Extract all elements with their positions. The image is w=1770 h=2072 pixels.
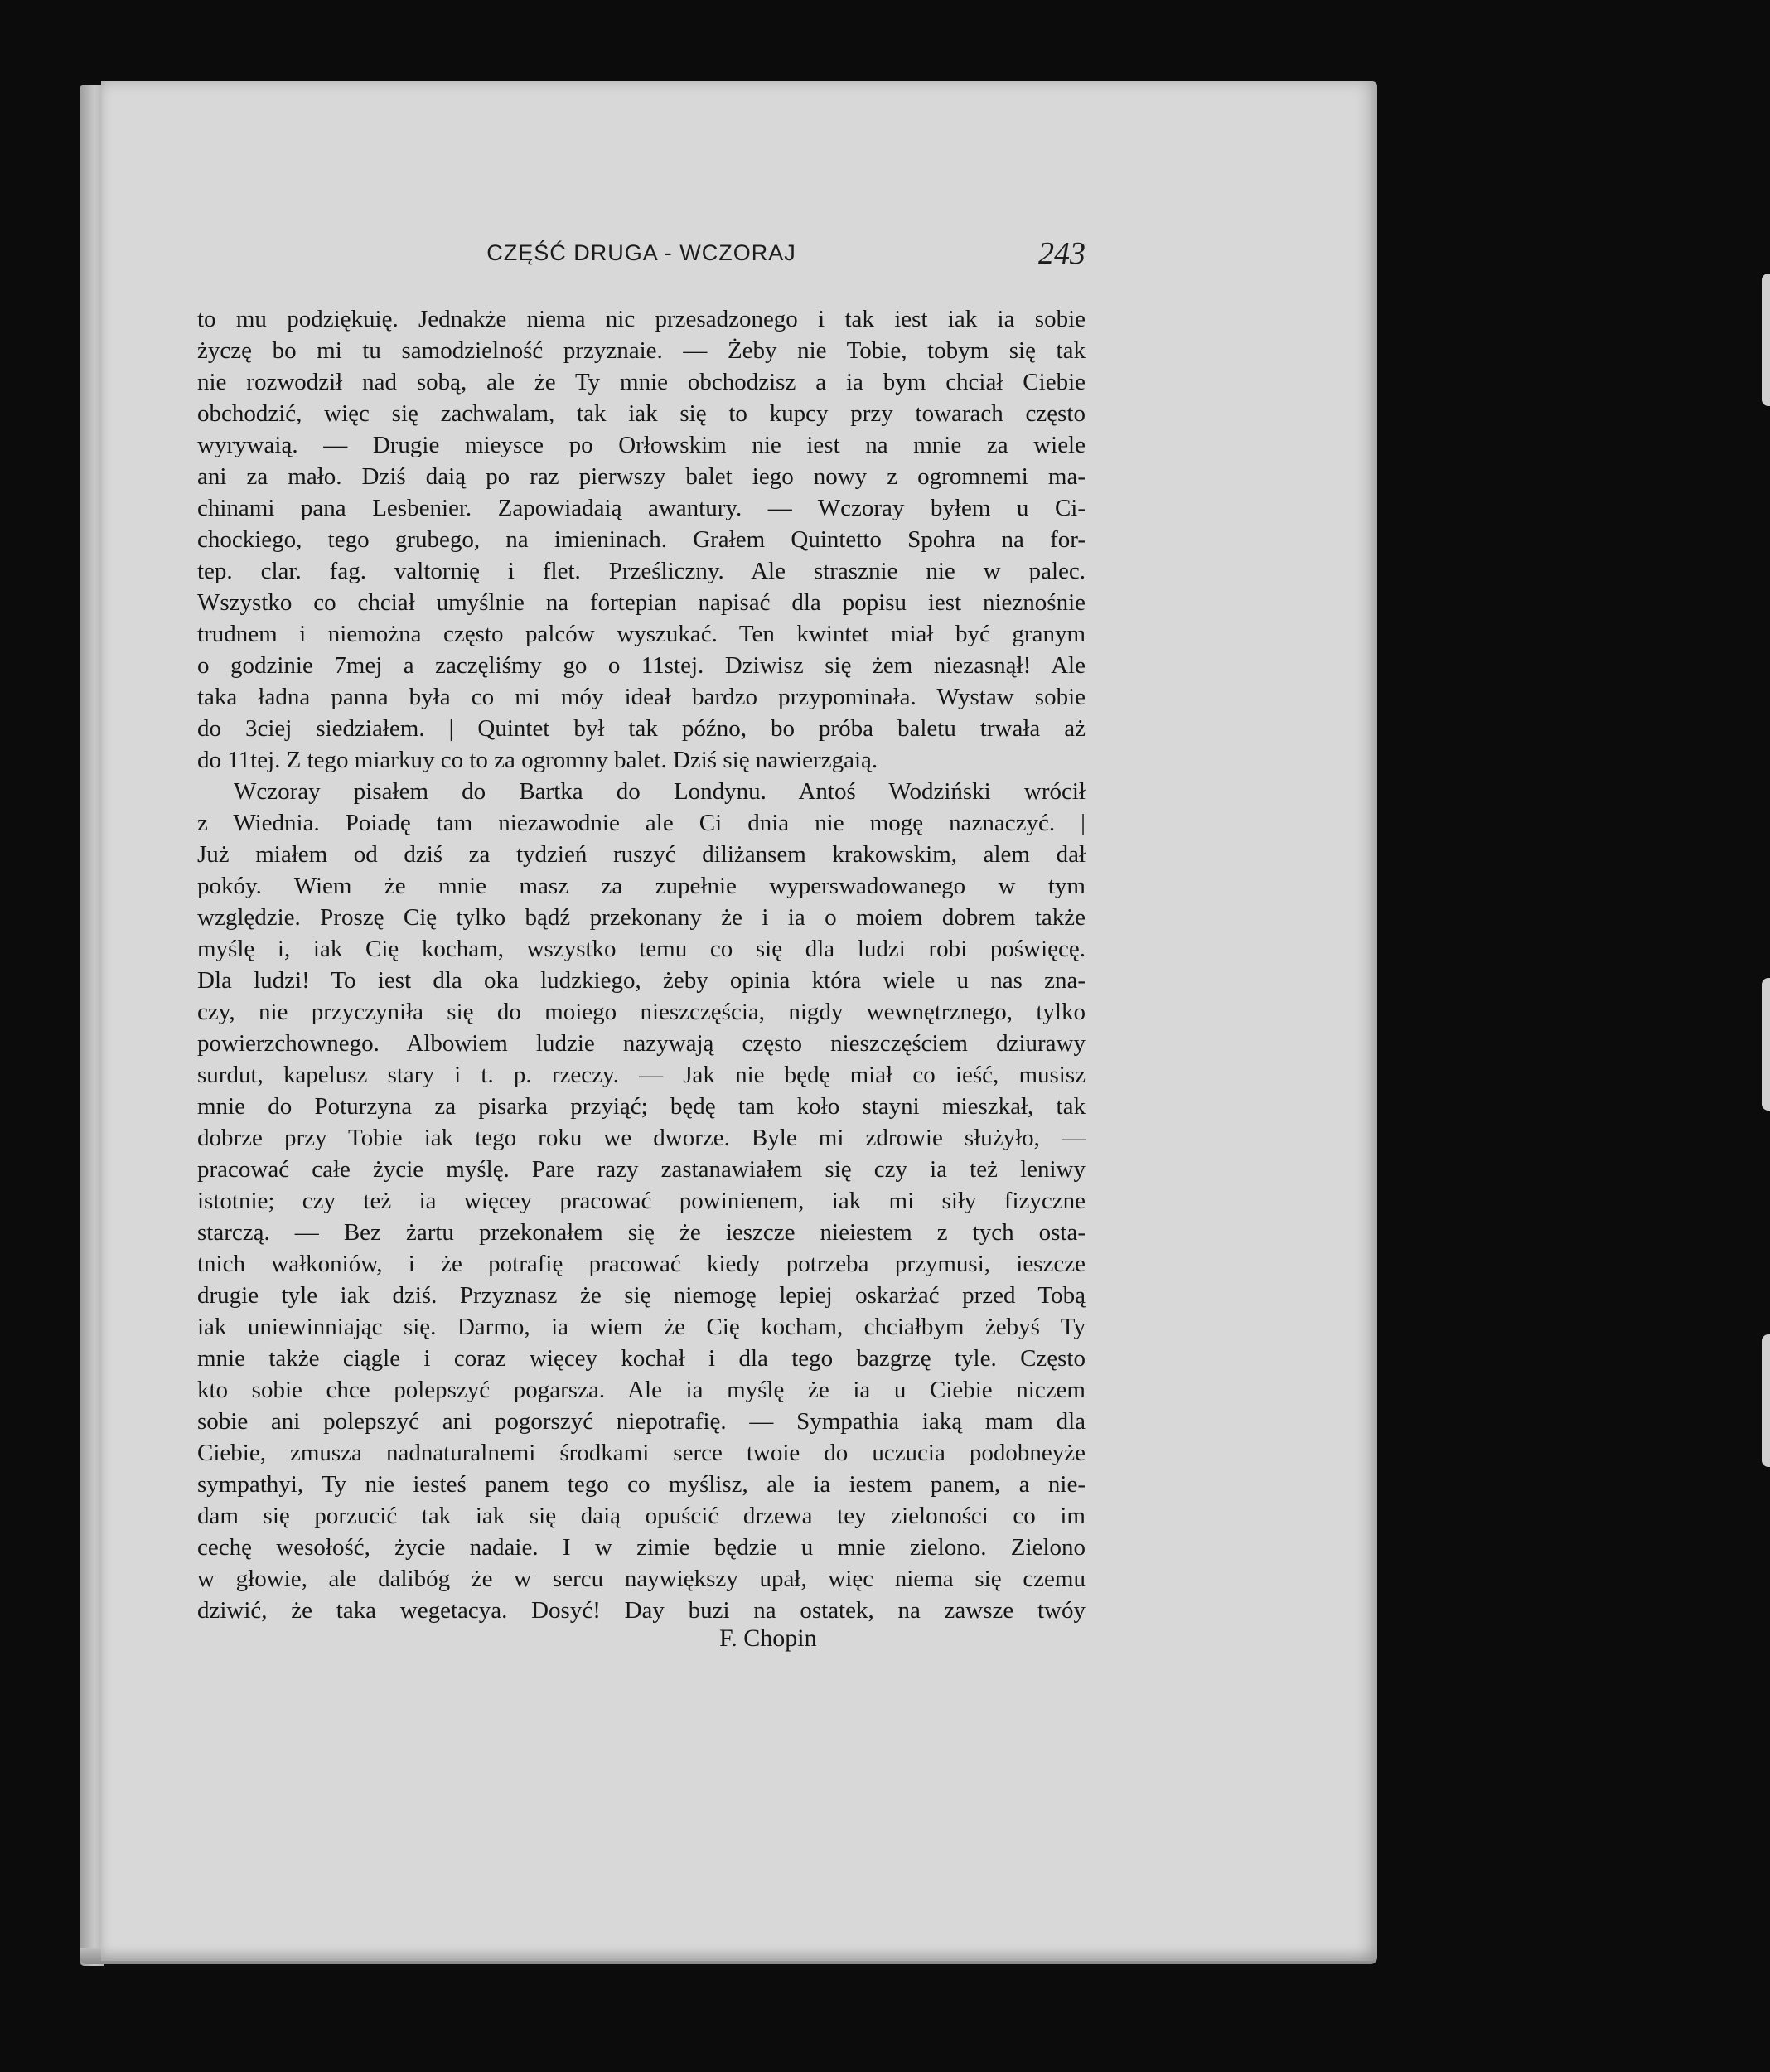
text-line: sympathyi, Ty nie iesteś panem tego co myślisz, ale ia iestem panem, a nie- bbox=[197, 1471, 1086, 1498]
text-line: pokóy. Wiem że mnie masz za zupełnie wyperswadowanego w tym bbox=[197, 873, 1086, 899]
film-edge-mark bbox=[1762, 978, 1770, 1111]
text-line: życzę bo mi tu samodzielność przyznaie. — Żeby nie Tobie, tobym się tak bbox=[197, 337, 1086, 364]
text-line: tep. clar. fag. valtornię i flet. Prześliczny. Ale strasznie nie w palec. bbox=[197, 558, 1086, 584]
text-line: względzie. Proszę Cię tylko bądź przekonany że i ia o moiem dobrem także bbox=[197, 904, 1086, 931]
text-line: cechę wesołość, życie nadaie. I w zimie będzie u mnie zielono. Zielono bbox=[197, 1534, 1086, 1561]
text-line: do 3ciej siedziałem. | Quintet był tak późno, bo próba baletu trwała aż bbox=[197, 715, 1086, 742]
text-line: iak uniewinniając się. Darmo, ia wiem że Cię kocham, chciałbym żebyś Ty bbox=[197, 1314, 1086, 1340]
body-text bbox=[197, 303, 1086, 1626]
text-line: Już miałem od dziś za tydzień ruszyć diliżansem krakowskim, alem dał bbox=[197, 841, 1086, 868]
text-line: dziwić, że taka wegetacya. Dosyć! Day buzi na ostatek, na zawsze twóy bbox=[197, 1597, 1086, 1624]
page-number: 243 bbox=[1038, 236, 1086, 271]
text-line: to mu podziękuię. Jednakże niema nic przesadzonego i tak iest iak ia sobie bbox=[197, 306, 1086, 332]
text-line: chockiego, tego grubego, na imieninach. Grałem Quintetto Spohra na for- bbox=[197, 526, 1086, 553]
text-line: Wczoray pisałem do Bartka do Londynu. Antoś Wodziński wrócił bbox=[234, 778, 1086, 805]
text-line: istotnie; czy też ia więcey pracować powinienem, iak mi siły fizyczne bbox=[197, 1188, 1086, 1214]
text-line: kto sobie chce polepszyć pogarsza. Ale ia myślę że ia u Ciebie niczem bbox=[197, 1377, 1086, 1403]
text-line: mnie do Poturzyna za pisarka przyiąć; będę tam koło stayni mieszkał, tak bbox=[197, 1093, 1086, 1120]
text-line: do 11tej. Z tego miarkuy co to za ogromny balet. Dziś się nawierzgaią. bbox=[197, 747, 878, 773]
signature: F. Chopin bbox=[719, 1624, 817, 1652]
text-line: myślę i, iak Cię kocham, wszystko temu co się dla ludzi robi poświęcę. bbox=[197, 936, 1086, 962]
text-line: nie rozwodził nad sobą, ale że Ty mnie obchodzisz a ia bym chciał Ciebie bbox=[197, 369, 1086, 395]
text-line: surdut, kapelusz stary i t. p. rzeczy. — Jak nie będę miał co ieść, musisz bbox=[197, 1062, 1086, 1088]
text-line: powierzchownego. Albowiem ludzie nazywają często nieszczęściem dziurawy bbox=[197, 1030, 1086, 1057]
text-line: tnich wałkoniów, i że potrafię pracować kiedy potrzeba przymusi, ieszcze bbox=[197, 1251, 1086, 1277]
text-line: z Wiednia. Poiadę tam niezawodnie ale Ci dnia nie mogę naznaczyć. | bbox=[197, 810, 1086, 836]
text-line: w głowie, ale dalibóg że w sercu naywiększy upał, więc niema się czemu bbox=[197, 1566, 1086, 1592]
text-line: sobie ani polepszyć ani pogorszyć niepotrafię. — Sympathia iaką mam dla bbox=[197, 1408, 1086, 1435]
text-line: ani za mało. Dziś daią po raz pierwszy balet iego nowy z ogromnemi ma- bbox=[197, 463, 1086, 490]
text-line: pracować całe życie myślę. Pare razy zastanawiałem się czy ia też leniwy bbox=[197, 1156, 1086, 1183]
text-line: mnie także ciągle i coraz więcey kochał i dla tego bazgrzę tyle. Często bbox=[197, 1345, 1086, 1372]
running-title: CZĘŚĆ DRUGA - WCZORAJ bbox=[486, 240, 796, 265]
text-line: o godzinie 7mej a zaczęliśmy go o 11stej. Dziwisz się żem niezasnął! Ale bbox=[197, 652, 1086, 679]
text-line: dam się porzucić tak iak się daią opuścić drzewa tey zieloności co im bbox=[197, 1503, 1086, 1529]
film-edge-mark bbox=[1762, 1334, 1770, 1467]
film-edge-mark bbox=[1762, 274, 1770, 406]
text-line: drugie tyle iak dziś. Przyznasz że się niemogę lepiej oskarżać przed Tobą bbox=[197, 1282, 1086, 1309]
text-line: czy, nie przyczyniła się do moiego nieszczęścia, nigdy wewnętrznego, tylko bbox=[197, 999, 1086, 1025]
text-line: wyrywaią. — Drugie mieysce po Orłowskim nie iest na mnie za wiele bbox=[197, 432, 1086, 458]
text-line: chinami pana Lesbenier. Zapowiadaią awantury. — Wczoray byłem u Ci- bbox=[197, 495, 1086, 521]
text-line: starczą. — Bez żartu przekonałem się że ieszcze nieiestem z tych osta- bbox=[197, 1219, 1086, 1246]
text-line: taka ładna panna była co mi móy ideał bardzo przypominała. Wystaw sobie bbox=[197, 684, 1086, 710]
text-line: obchodzić, więc się zachwalam, tak iak się to kupcy przy towarach często bbox=[197, 400, 1086, 427]
text-line: dobrze przy Tobie iak tego roku we dworze. Byle mi zdrowie służyło, — bbox=[197, 1125, 1086, 1151]
text-line: trudnem i niemożna często palców wyszukać. Ten kwintet miał być granym bbox=[197, 621, 1086, 647]
running-head bbox=[197, 237, 1086, 274]
text-line: Wszystko co chciał umyślnie na fortepian napisać dla popisu iest nieznośnie bbox=[197, 589, 1086, 616]
text-line: Ciebie, zmusza nadnaturalnemi środkami serce twoie do uczucia podobneyże bbox=[197, 1440, 1086, 1466]
text-line: Dla ludzi! To iest dla oka ludzkiego, żeby opinia która wiele u nas zna- bbox=[197, 967, 1086, 994]
